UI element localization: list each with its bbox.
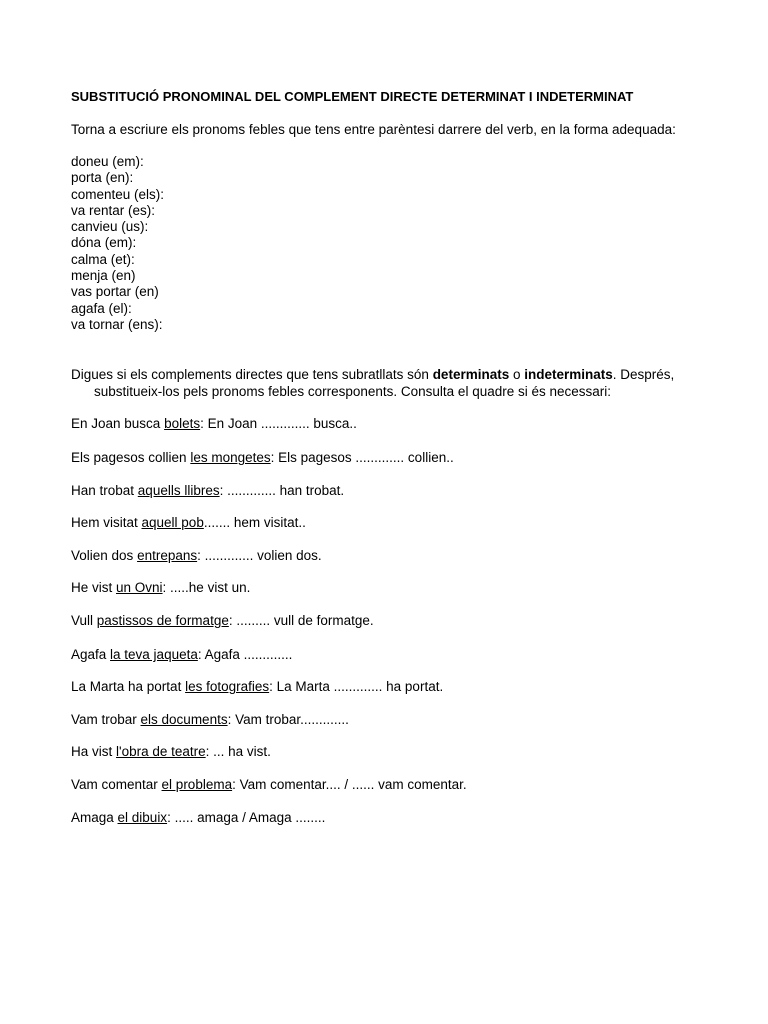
exercise-suffix: : En Joan ............. busca.. (200, 416, 357, 431)
list-item: menja (en) (71, 268, 136, 284)
exercise-prefix: Agafa (71, 647, 111, 662)
exercise-suffix: : ............. volien dos. (197, 548, 322, 563)
instruction-text: o (509, 367, 525, 382)
underlined-complement: aquell pob (141, 515, 204, 530)
exercise-prefix: Vam trobar (71, 712, 141, 727)
exercise-suffix: : La Marta ............. ha portat. (269, 679, 444, 694)
exercise-suffix: : ............. han trobat. (219, 483, 345, 498)
exercise-line (71, 515, 306, 530)
exercise-prefix: Vull (71, 613, 97, 628)
exercise-suffix: ....... hem visitat.. (203, 515, 306, 530)
instruction-text: Digues si els complements directes que tens subratllats són (71, 367, 433, 382)
list-item: doneu (em): (71, 154, 144, 169)
underlined-complement: el dibuix (117, 810, 168, 825)
exercise-prefix: Amaga (71, 810, 118, 825)
exercise-prefix: Volien dos (71, 548, 138, 563)
underlined-complement: bolets (164, 416, 201, 431)
list-item: vas portar (en) (71, 284, 159, 300)
underlined-complement: la teva jaqueta (110, 647, 198, 662)
exercise-prefix: Han trobat (71, 483, 138, 498)
exercise-line (71, 450, 454, 465)
underlined-complement: entrepans (137, 548, 198, 563)
underlined-complement: aquells llibres (137, 483, 220, 498)
exercise-line (71, 548, 322, 563)
second-instruction (71, 367, 711, 400)
list-item: comenteu (els): (71, 186, 165, 202)
list-item: canvieu (us): (71, 219, 149, 235)
instruction-line2: substitueix-los pels pronoms febles corresponents. Consulta el quadre si és necessari: (94, 383, 612, 399)
instruction-bold-determinats: determinats (432, 367, 510, 382)
exercise-line (71, 744, 271, 759)
underlined-complement: el problema (161, 777, 233, 792)
instruction-bold-indeterminats: indeterminats (524, 367, 613, 382)
underlined-complement: els documents (140, 712, 228, 727)
exercise-prefix: Els pagesos collien (71, 450, 191, 465)
exercise-suffix: : Vam trobar............. (227, 712, 349, 727)
exercise-line (71, 416, 357, 431)
pronoun-list (71, 154, 164, 333)
exercise-line (71, 580, 250, 595)
exercise-line (71, 613, 374, 628)
exercise-prefix: Ha vist (71, 744, 117, 759)
exercise-line (71, 712, 349, 727)
exercise-suffix: : Agafa ............. (197, 647, 293, 662)
exercise-line (71, 777, 467, 792)
document-title: SUBSTITUCIÓ PRONOMINAL DEL COMPLEMENT DIRECTE DETERMINAT I INDETERMINAT (71, 89, 634, 104)
underlined-complement: pastissos de formatge (96, 613, 229, 628)
list-item: va rentar (es): (71, 202, 156, 218)
list-item: agafa (el): (71, 300, 132, 316)
list-item: calma (et): (71, 251, 135, 267)
exercise-line (71, 810, 325, 825)
exercise-suffix: : ... ha vist. (205, 744, 271, 759)
exercise-line (71, 647, 292, 662)
exercise-prefix: En Joan busca (71, 416, 165, 431)
list-item: porta (en): (71, 170, 134, 186)
exercise-suffix: : Els pagesos ............. collien.. (270, 450, 454, 465)
exercise-suffix: : ..... amaga / Amaga ........ (167, 810, 326, 825)
exercise-suffix: : .....he vist un. (162, 580, 251, 595)
exercise-line (71, 679, 443, 694)
instruction-text: . Després, (612, 367, 675, 382)
exercise-prefix: He vist (71, 580, 117, 595)
underlined-complement: un Ovni (116, 580, 163, 595)
intro-instruction: Torna a escriure els pronoms febles que tens entre parèntesi darrere del verb, en la forma adequada: (71, 122, 676, 137)
exercise-prefix: Hem visitat (71, 515, 142, 530)
underlined-complement: les fotografies (185, 679, 270, 694)
underlined-complement: l'obra de teatre (116, 744, 206, 759)
exercise-suffix: : ......... vull de formatge. (228, 613, 374, 628)
exercise-prefix: La Marta ha portat (71, 679, 186, 694)
list-item: va tornar (ens): (71, 316, 163, 332)
exercise-prefix: Vam comentar (71, 777, 162, 792)
exercise-line (71, 483, 344, 498)
underlined-complement: les mongetes (190, 450, 271, 465)
exercise-suffix: : Vam comentar.... / ...... vam comentar. (232, 777, 467, 792)
list-item: dóna (em): (71, 235, 137, 251)
